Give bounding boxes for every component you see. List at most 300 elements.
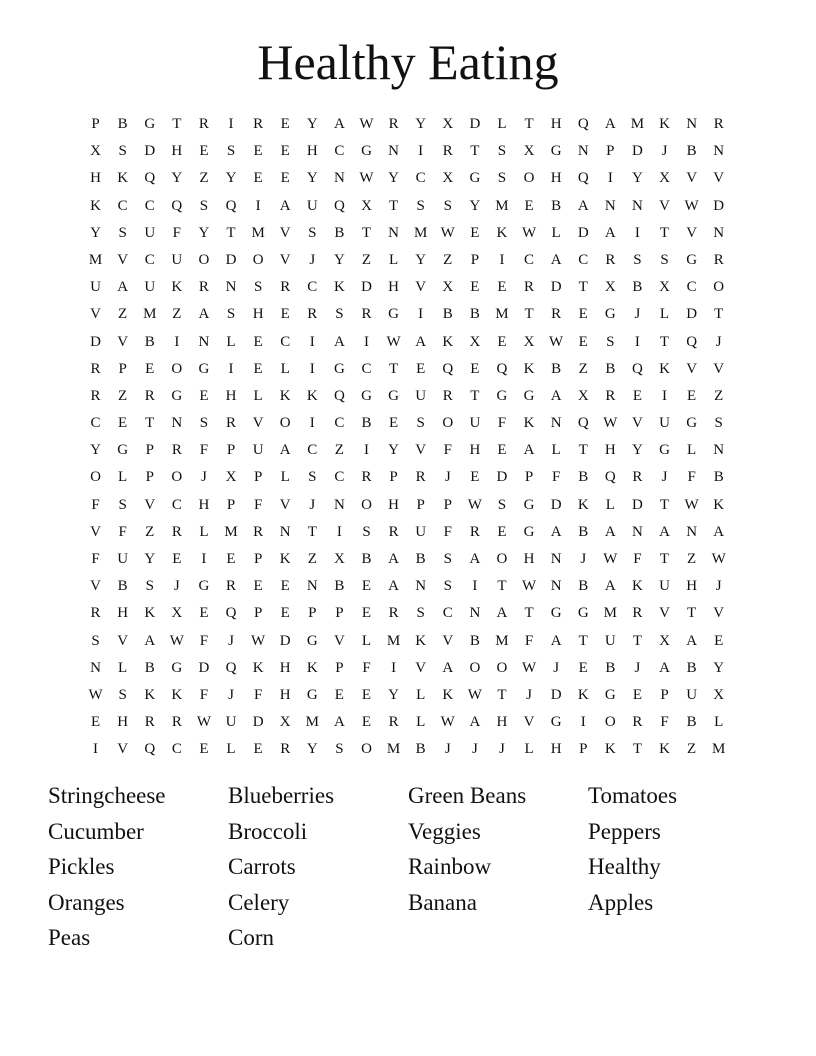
grid-letter[interactable]: V [117,333,129,350]
grid-letter[interactable]: X [713,686,725,703]
grid-letter[interactable]: R [388,714,399,731]
grid-letter[interactable]: X [523,143,535,160]
grid-letter[interactable]: I [607,170,613,187]
grid-letter[interactable]: R [551,306,562,323]
grid-letter[interactable]: M [414,224,428,241]
grid-letter[interactable]: R [171,714,182,731]
grid-letter[interactable]: Y [415,116,427,132]
grid-letter[interactable]: O [713,279,725,296]
grid-letter[interactable]: S [443,197,452,214]
grid-letter[interactable]: K [252,659,264,676]
grid-letter[interactable]: P [226,442,236,459]
grid-letter[interactable]: T [578,442,588,459]
grid-letter[interactable]: G [198,578,210,595]
grid-letter[interactable]: S [335,741,344,758]
grid-letter[interactable]: O [361,741,372,758]
grid-letter[interactable]: A [144,632,156,649]
grid-letter[interactable]: N [686,523,698,540]
grid-letter[interactable]: P [253,605,263,622]
grid-letter[interactable]: Y [90,442,101,459]
grid-letter[interactable]: Y [171,170,183,187]
grid-letter[interactable]: G [523,523,535,540]
grid-letter[interactable]: Q [686,333,698,350]
grid-letter[interactable]: R [713,116,724,132]
grid-letter[interactable]: K [279,551,291,567]
grid-letter[interactable]: R [605,387,616,404]
grid-letter[interactable]: G [171,387,183,404]
grid-letter[interactable]: D [496,469,508,486]
grid-letter[interactable]: V [686,360,698,377]
grid-letter[interactable]: N [577,143,589,160]
grid-letter[interactable]: S [308,224,317,241]
grid-letter[interactable]: G [550,605,562,622]
grid-letter[interactable]: E [199,741,209,758]
grid-letter[interactable]: A [198,306,210,323]
grid-letter[interactable]: L [199,523,209,540]
grid-letter[interactable]: N [686,116,698,132]
grid-letter[interactable]: Q [496,360,508,377]
grid-letter[interactable]: V [442,632,454,649]
grid-letter[interactable]: G [171,659,183,676]
grid-letter[interactable]: L [551,442,561,459]
grid-letter[interactable]: M [305,714,319,731]
grid-letter[interactable]: U [252,442,264,459]
grid-letter[interactable]: J [499,741,505,758]
grid-letter[interactable]: T [470,387,480,404]
grid-letter[interactable]: T [659,551,670,567]
grid-letter[interactable]: P [660,686,669,703]
grid-letter[interactable]: V [252,415,264,432]
grid-letter[interactable]: A [550,523,562,540]
grid-letter[interactable]: S [91,632,100,649]
grid-letter[interactable]: I [309,333,315,350]
grid-letter[interactable]: E [416,360,426,377]
grid-letter[interactable]: T [307,523,317,540]
grid-letter[interactable]: A [469,714,481,731]
grid-letter[interactable]: Q [171,197,183,214]
grid-letter[interactable]: E [388,415,399,432]
grid-letter[interactable]: P [145,442,154,459]
grid-letter[interactable]: F [551,469,561,486]
grid-letter[interactable]: R [713,251,724,268]
grid-letter[interactable]: I [499,251,505,268]
grid-letter[interactable]: H [388,279,399,296]
grid-letter[interactable]: E [253,741,263,758]
grid-letter[interactable]: Z [307,551,317,567]
grid-letter[interactable]: Q [144,170,156,187]
grid-letter[interactable]: X [442,170,454,187]
grid-letter[interactable]: R [388,523,399,540]
grid-letter[interactable]: G [659,442,670,459]
grid-letter[interactable]: G [361,143,372,160]
grid-letter[interactable]: F [199,686,209,703]
grid-letter[interactable]: F [633,551,642,567]
grid-letter[interactable]: H [90,170,101,187]
grid-letter[interactable]: U [686,686,698,703]
grid-letter[interactable]: B [578,523,589,540]
grid-letter[interactable]: J [715,333,722,350]
grid-letter[interactable]: F [199,632,209,649]
grid-letter[interactable]: T [659,333,670,350]
grid-letter[interactable]: D [225,251,237,268]
grid-letter[interactable]: V [415,659,427,676]
grid-letter[interactable]: E [578,333,588,350]
grid-letter[interactable]: S [199,197,209,214]
grid-letter[interactable]: E [280,143,290,160]
grid-letter[interactable]: I [228,360,234,377]
grid-letter[interactable]: V [90,523,101,540]
grid-letter[interactable]: Q [225,605,237,622]
grid-letter[interactable]: T [388,360,399,377]
grid-letter[interactable]: L [416,714,426,731]
grid-letter[interactable]: B [334,224,345,241]
grid-letter[interactable]: X [659,170,670,187]
grid-letter[interactable]: E [90,714,101,731]
grid-letter[interactable]: Y [415,251,427,268]
grid-letter[interactable]: R [524,279,535,296]
grid-letter[interactable]: X [279,714,291,731]
grid-letter[interactable]: P [253,551,263,567]
grid-letter[interactable]: Y [144,551,156,567]
grid-letter[interactable]: U [144,224,156,241]
grid-letter[interactable]: Y [388,442,399,459]
grid-letter[interactable]: N [171,415,183,432]
grid-letter[interactable]: A [523,442,535,459]
grid-letter[interactable]: T [687,605,697,622]
grid-letter[interactable]: G [577,605,589,622]
grid-letter[interactable]: Z [118,387,128,404]
grid-letter[interactable]: Z [145,523,155,540]
grid-letter[interactable]: J [228,632,234,649]
grid-letter[interactable]: B [578,469,589,486]
grid-letter[interactable]: W [603,415,618,432]
grid-letter[interactable]: I [228,116,234,132]
grid-letter[interactable]: X [604,279,616,296]
grid-letter[interactable]: E [280,116,290,132]
grid-letter[interactable]: S [497,143,507,160]
grid-letter[interactable]: I [336,523,342,540]
grid-letter[interactable]: H [117,605,129,622]
grid-letter[interactable]: V [686,224,698,241]
grid-letter[interactable]: E [172,551,182,567]
grid-letter[interactable]: E [497,333,507,350]
grid-letter[interactable]: L [605,496,615,513]
grid-letter[interactable]: F [172,224,181,241]
grid-letter[interactable]: N [632,197,643,214]
grid-letter[interactable]: J [661,143,668,160]
grid-letter[interactable]: N [713,442,725,459]
grid-letter[interactable]: M [386,632,401,649]
grid-letter[interactable]: D [90,333,101,350]
grid-letter[interactable]: N [415,578,427,595]
grid-letter[interactable]: O [198,251,210,268]
grid-letter[interactable]: U [144,279,156,296]
grid-letter[interactable]: R [388,605,399,622]
grid-letter[interactable]: O [171,360,183,377]
grid-letter[interactable]: X [333,551,345,567]
grid-letter[interactable]: M [712,741,726,758]
grid-letter[interactable]: E [145,360,155,377]
grid-letter[interactable]: D [198,659,210,676]
grid-letter[interactable]: D [550,496,562,513]
grid-letter[interactable]: B [361,415,372,432]
grid-letter[interactable]: B [117,116,128,132]
grid-letter[interactable]: D [686,306,698,323]
grid-letter[interactable]: A [686,632,698,649]
grid-letter[interactable]: L [226,333,236,350]
grid-letter[interactable]: P [118,360,127,377]
grid-letter[interactable]: G [306,686,318,703]
grid-letter[interactable]: G [469,170,481,187]
grid-letter[interactable]: S [606,333,615,350]
grid-letter[interactable]: R [171,523,182,540]
grid-letter[interactable]: K [659,116,670,132]
grid-letter[interactable]: W [386,333,401,350]
grid-letter[interactable]: W [521,659,537,676]
grid-letter[interactable]: G [388,387,399,404]
grid-letter[interactable]: H [225,387,237,404]
grid-letter[interactable]: V [415,279,427,296]
grid-letter[interactable]: S [416,415,425,432]
grid-letter[interactable]: L [687,442,697,459]
grid-letter[interactable]: T [578,632,588,649]
grid-letter[interactable]: J [201,469,207,486]
grid-letter[interactable]: I [201,551,207,567]
grid-letter[interactable]: C [307,442,318,459]
grid-letter[interactable]: S [362,523,371,540]
grid-letter[interactable]: W [521,224,537,241]
grid-letter[interactable]: F [118,523,127,540]
grid-letter[interactable]: L [659,306,670,323]
grid-letter[interactable]: H [198,496,210,513]
grid-letter[interactable]: E [226,551,236,567]
grid-letter[interactable]: C [361,360,372,377]
grid-letter[interactable]: A [117,279,129,296]
grid-letter[interactable]: A [333,714,345,731]
grid-letter[interactable]: A [577,197,589,214]
grid-letter[interactable]: E [687,387,697,404]
grid-letter[interactable]: R [90,605,101,622]
grid-letter[interactable]: G [117,442,129,459]
grid-letter[interactable]: W [711,551,726,567]
grid-letter[interactable]: P [91,116,100,132]
grid-letter[interactable]: Z [199,170,209,187]
grid-letter[interactable]: Y [306,741,318,758]
grid-letter[interactable]: Z [172,306,182,323]
grid-letter[interactable]: C [280,333,291,350]
grid-letter[interactable]: N [550,551,562,567]
grid-letter[interactable]: U [225,714,237,731]
grid-letter[interactable]: O [90,469,101,486]
grid-letter[interactable]: N [90,659,101,676]
grid-letter[interactable]: G [686,415,698,432]
grid-letter[interactable]: Q [225,659,237,676]
grid-letter[interactable]: I [634,224,640,241]
grid-letter[interactable]: T [659,496,670,513]
grid-letter[interactable]: K [171,279,183,296]
grid-letter[interactable]: S [633,251,642,268]
grid-letter[interactable]: J [309,496,316,513]
grid-letter[interactable]: Y [198,224,210,241]
grid-letter[interactable]: I [309,360,315,377]
grid-letter[interactable]: G [144,116,156,132]
grid-letter[interactable]: B [144,659,155,676]
grid-letter[interactable]: H [171,143,183,160]
grid-letter[interactable]: E [199,143,209,160]
grid-letter[interactable]: G [333,360,345,377]
grid-letter[interactable]: R [90,387,101,404]
grid-letter[interactable]: S [118,496,127,513]
grid-letter[interactable]: B [686,714,697,731]
grid-letter[interactable]: C [144,197,155,214]
grid-letter[interactable]: C [442,605,453,622]
grid-letter[interactable]: K [523,360,535,377]
grid-letter[interactable]: M [630,116,645,132]
grid-letter[interactable]: A [388,578,399,595]
grid-letter[interactable]: C [117,197,128,214]
grid-letter[interactable]: R [198,279,209,296]
grid-letter[interactable]: H [306,143,318,160]
grid-letter[interactable]: K [659,741,670,758]
grid-letter[interactable]: B [334,578,345,595]
grid-letter[interactable]: G [306,632,318,649]
grid-letter[interactable]: A [550,387,562,404]
grid-letter[interactable]: B [144,333,155,350]
grid-letter[interactable]: F [524,632,534,649]
grid-letter[interactable]: F [660,714,669,731]
grid-letter[interactable]: E [361,714,372,731]
grid-letter[interactable]: D [632,143,643,160]
grid-letter[interactable]: B [415,741,426,758]
grid-letter[interactable]: R [253,523,264,540]
grid-letter[interactable]: R [442,387,453,404]
grid-letter[interactable]: V [713,360,725,377]
grid-letter[interactable]: S [443,578,452,595]
grid-letter[interactable]: A [604,224,616,241]
grid-letter[interactable]: M [143,306,157,323]
grid-letter[interactable]: E [470,360,480,377]
grid-letter[interactable]: N [632,523,643,540]
grid-letter[interactable]: G [686,251,698,268]
grid-letter[interactable]: A [279,442,291,459]
grid-letter[interactable]: F [443,523,452,540]
grid-letter[interactable]: D [550,686,562,703]
grid-letter[interactable]: T [388,197,399,214]
grid-letter[interactable]: Y [469,197,481,214]
grid-letter[interactable]: S [497,170,507,187]
grid-letter[interactable]: C [334,469,345,486]
grid-letter[interactable]: S [497,496,507,513]
grid-letter[interactable]: W [359,170,374,187]
grid-letter[interactable]: L [714,714,724,731]
grid-letter[interactable]: J [471,741,478,758]
grid-letter[interactable]: L [497,116,507,132]
grid-letter[interactable]: V [659,197,670,214]
grid-letter[interactable]: Z [687,741,697,758]
grid-letter[interactable]: V [279,496,291,513]
grid-letter[interactable]: Q [442,360,454,377]
grid-letter[interactable]: F [253,496,263,513]
grid-letter[interactable]: G [496,387,508,404]
grid-letter[interactable]: T [714,306,724,323]
grid-letter[interactable]: C [171,496,182,513]
grid-letter[interactable]: H [523,551,535,567]
grid-letter[interactable]: P [335,659,344,676]
grid-letter[interactable]: A [604,578,616,595]
grid-letter[interactable]: D [577,224,589,241]
grid-letter[interactable]: O [496,551,508,567]
grid-letter[interactable]: E [253,578,263,595]
grid-letter[interactable]: E [361,578,372,595]
grid-letter[interactable]: V [686,170,698,187]
grid-letter[interactable]: T [172,116,182,132]
grid-letter[interactable]: E [524,197,534,214]
grid-letter[interactable]: W [440,224,455,241]
grid-letter[interactable]: Z [118,306,128,323]
grid-letter[interactable]: E [280,578,290,595]
grid-letter[interactable]: A [604,116,616,132]
grid-letter[interactable]: A [496,605,508,622]
grid-letter[interactable]: M [386,741,401,758]
grid-letter[interactable]: V [117,251,129,268]
grid-letter[interactable]: H [604,442,616,459]
grid-letter[interactable]: K [333,279,345,296]
grid-letter[interactable]: J [661,469,668,486]
grid-letter[interactable]: R [388,116,399,132]
grid-letter[interactable]: T [145,415,155,432]
grid-letter[interactable]: K [90,197,101,214]
grid-letter[interactable]: Y [632,170,643,187]
grid-letter[interactable]: E [253,170,263,187]
grid-letter[interactable]: O [442,415,454,432]
grid-letter[interactable]: I [391,659,397,676]
grid-letter[interactable]: S [308,469,317,486]
grid-letter[interactable]: N [279,523,291,540]
grid-letter[interactable]: U [415,387,427,404]
grid-letter[interactable]: S [660,251,669,268]
grid-letter[interactable]: D [279,632,291,649]
grid-letter[interactable]: D [550,279,562,296]
grid-letter[interactable]: E [253,360,263,377]
grid-letter[interactable]: Y [713,659,725,676]
grid-letter[interactable]: A [333,333,345,350]
grid-letter[interactable]: N [388,224,399,241]
grid-letter[interactable]: E [714,632,724,649]
grid-letter[interactable]: A [604,523,616,540]
grid-letter[interactable]: C [578,251,589,268]
grid-letter[interactable]: E [470,224,480,241]
grid-letter[interactable]: X [361,197,372,214]
grid-letter[interactable]: F [687,469,696,486]
grid-letter[interactable]: D [469,116,481,132]
grid-letter[interactable]: E [280,306,290,323]
grid-letter[interactable]: W [359,116,374,132]
grid-letter[interactable]: Z [578,360,588,377]
grid-letter[interactable]: B [686,659,697,676]
grid-letter[interactable]: E [253,333,263,350]
grid-letter[interactable]: B [469,632,480,649]
grid-letter[interactable]: B [578,578,589,595]
grid-letter[interactable]: L [416,686,426,703]
grid-letter[interactable]: A [713,523,725,540]
grid-letter[interactable]: V [415,442,427,459]
grid-letter[interactable]: E [578,306,588,323]
grid-letter[interactable]: B [632,279,643,296]
grid-letter[interactable]: P [253,469,263,486]
grid-letter[interactable]: N [333,496,345,513]
grid-letter[interactable]: R [144,714,155,731]
grid-letter[interactable]: M [495,197,509,214]
